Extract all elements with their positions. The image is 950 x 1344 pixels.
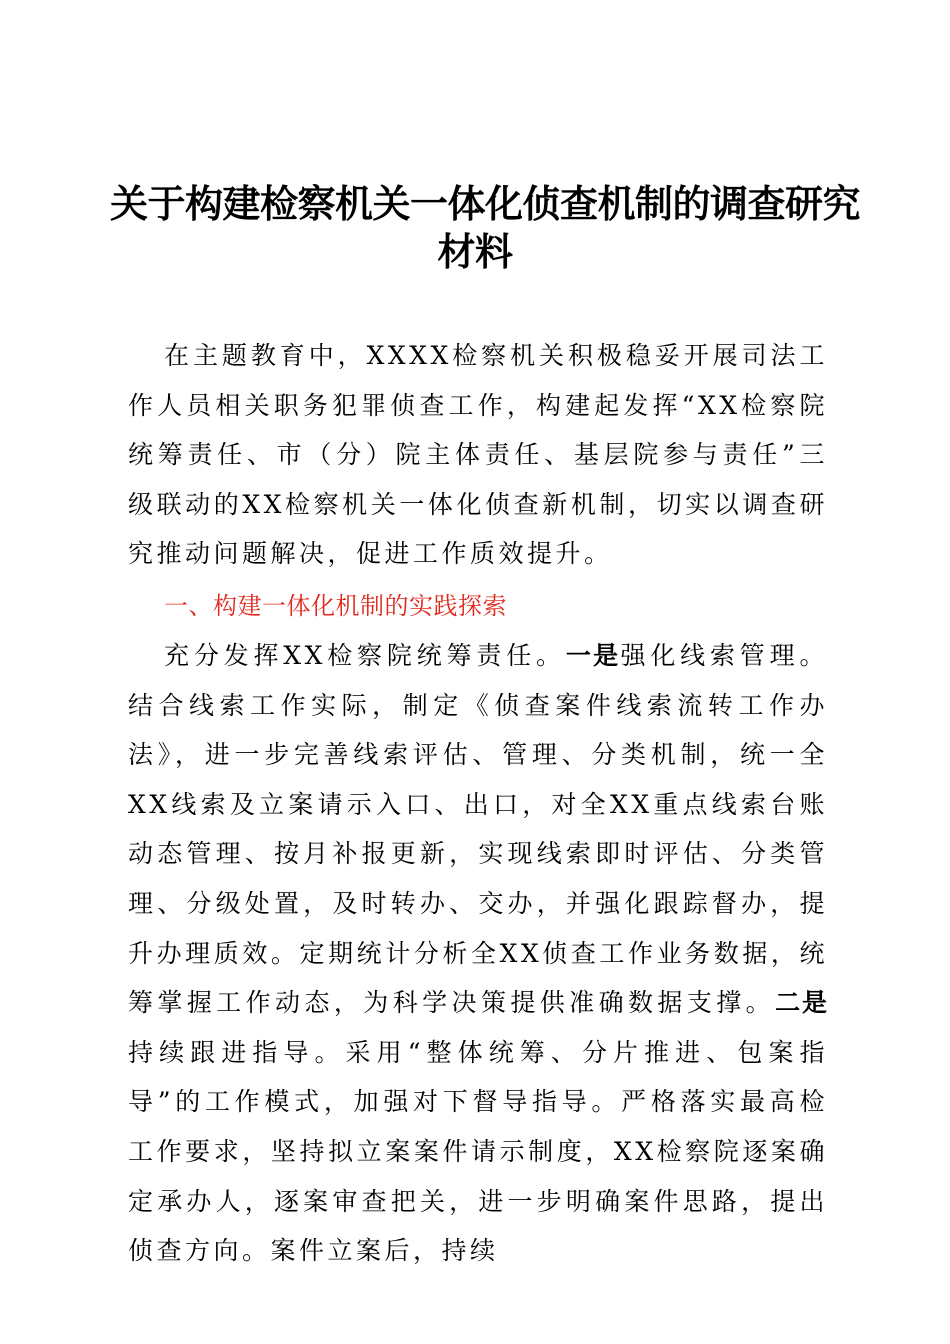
- paragraph-text: 持续跟进指导。采用“整体统筹、分片推进、包案指导”的工作模式，加强对下督导指导。严格落实最高检工作要求，坚持拟立案案件请示制度，XX检察院逐案确定承办人，逐案审查把关，进一步明确案件思路，提出侦查方向。案件立案后，持续: [128, 1037, 828, 1266]
- bold-marker-first: 一是: [565, 641, 621, 670]
- bold-marker-second: 二是: [775, 988, 828, 1018]
- intro-paragraph: 在主题教育中，XXXX检察机关积极稳妥开展司法工作人员相关职务犯罪侦查工作，构建起发挥“XX检察院统筹责任、市（分）院主体责任、基层院参与责任”三级联动的XX检察机关一体化侦查新机制，切实以调查研究推动问题解决，促进工作质效提升。: [128, 341, 828, 569]
- paragraph-text: 强化线索管理。结合线索工作实际，制定《侦查案件线索流转工作办法》，进一步完善线索评估、管理、分类机制，统一全XX线索及立案请示入口、出口，对全XX重点线索台账动态管理、按月补报更新，实现线索即时评估、分类管理、分级处置，及时转办、交办，并强化跟踪督办，提升办理质效。定期统计分析全XX侦查工作业务数据，统筹掌握工作动态，为科学决策提供准确数据支撑。: [128, 641, 828, 1018]
- section1-paragraph: [128, 631, 828, 1276]
- document-title-line2: 材料: [437, 230, 513, 274]
- document-title-line1: 关于构建检察机关一体化侦查机制的调查研究: [110, 182, 861, 226]
- paragraph-text: 充分发挥XX检察院统筹责任。: [164, 641, 566, 670]
- section-heading-1: 一、构建一体化机制的实践探索: [164, 592, 507, 620]
